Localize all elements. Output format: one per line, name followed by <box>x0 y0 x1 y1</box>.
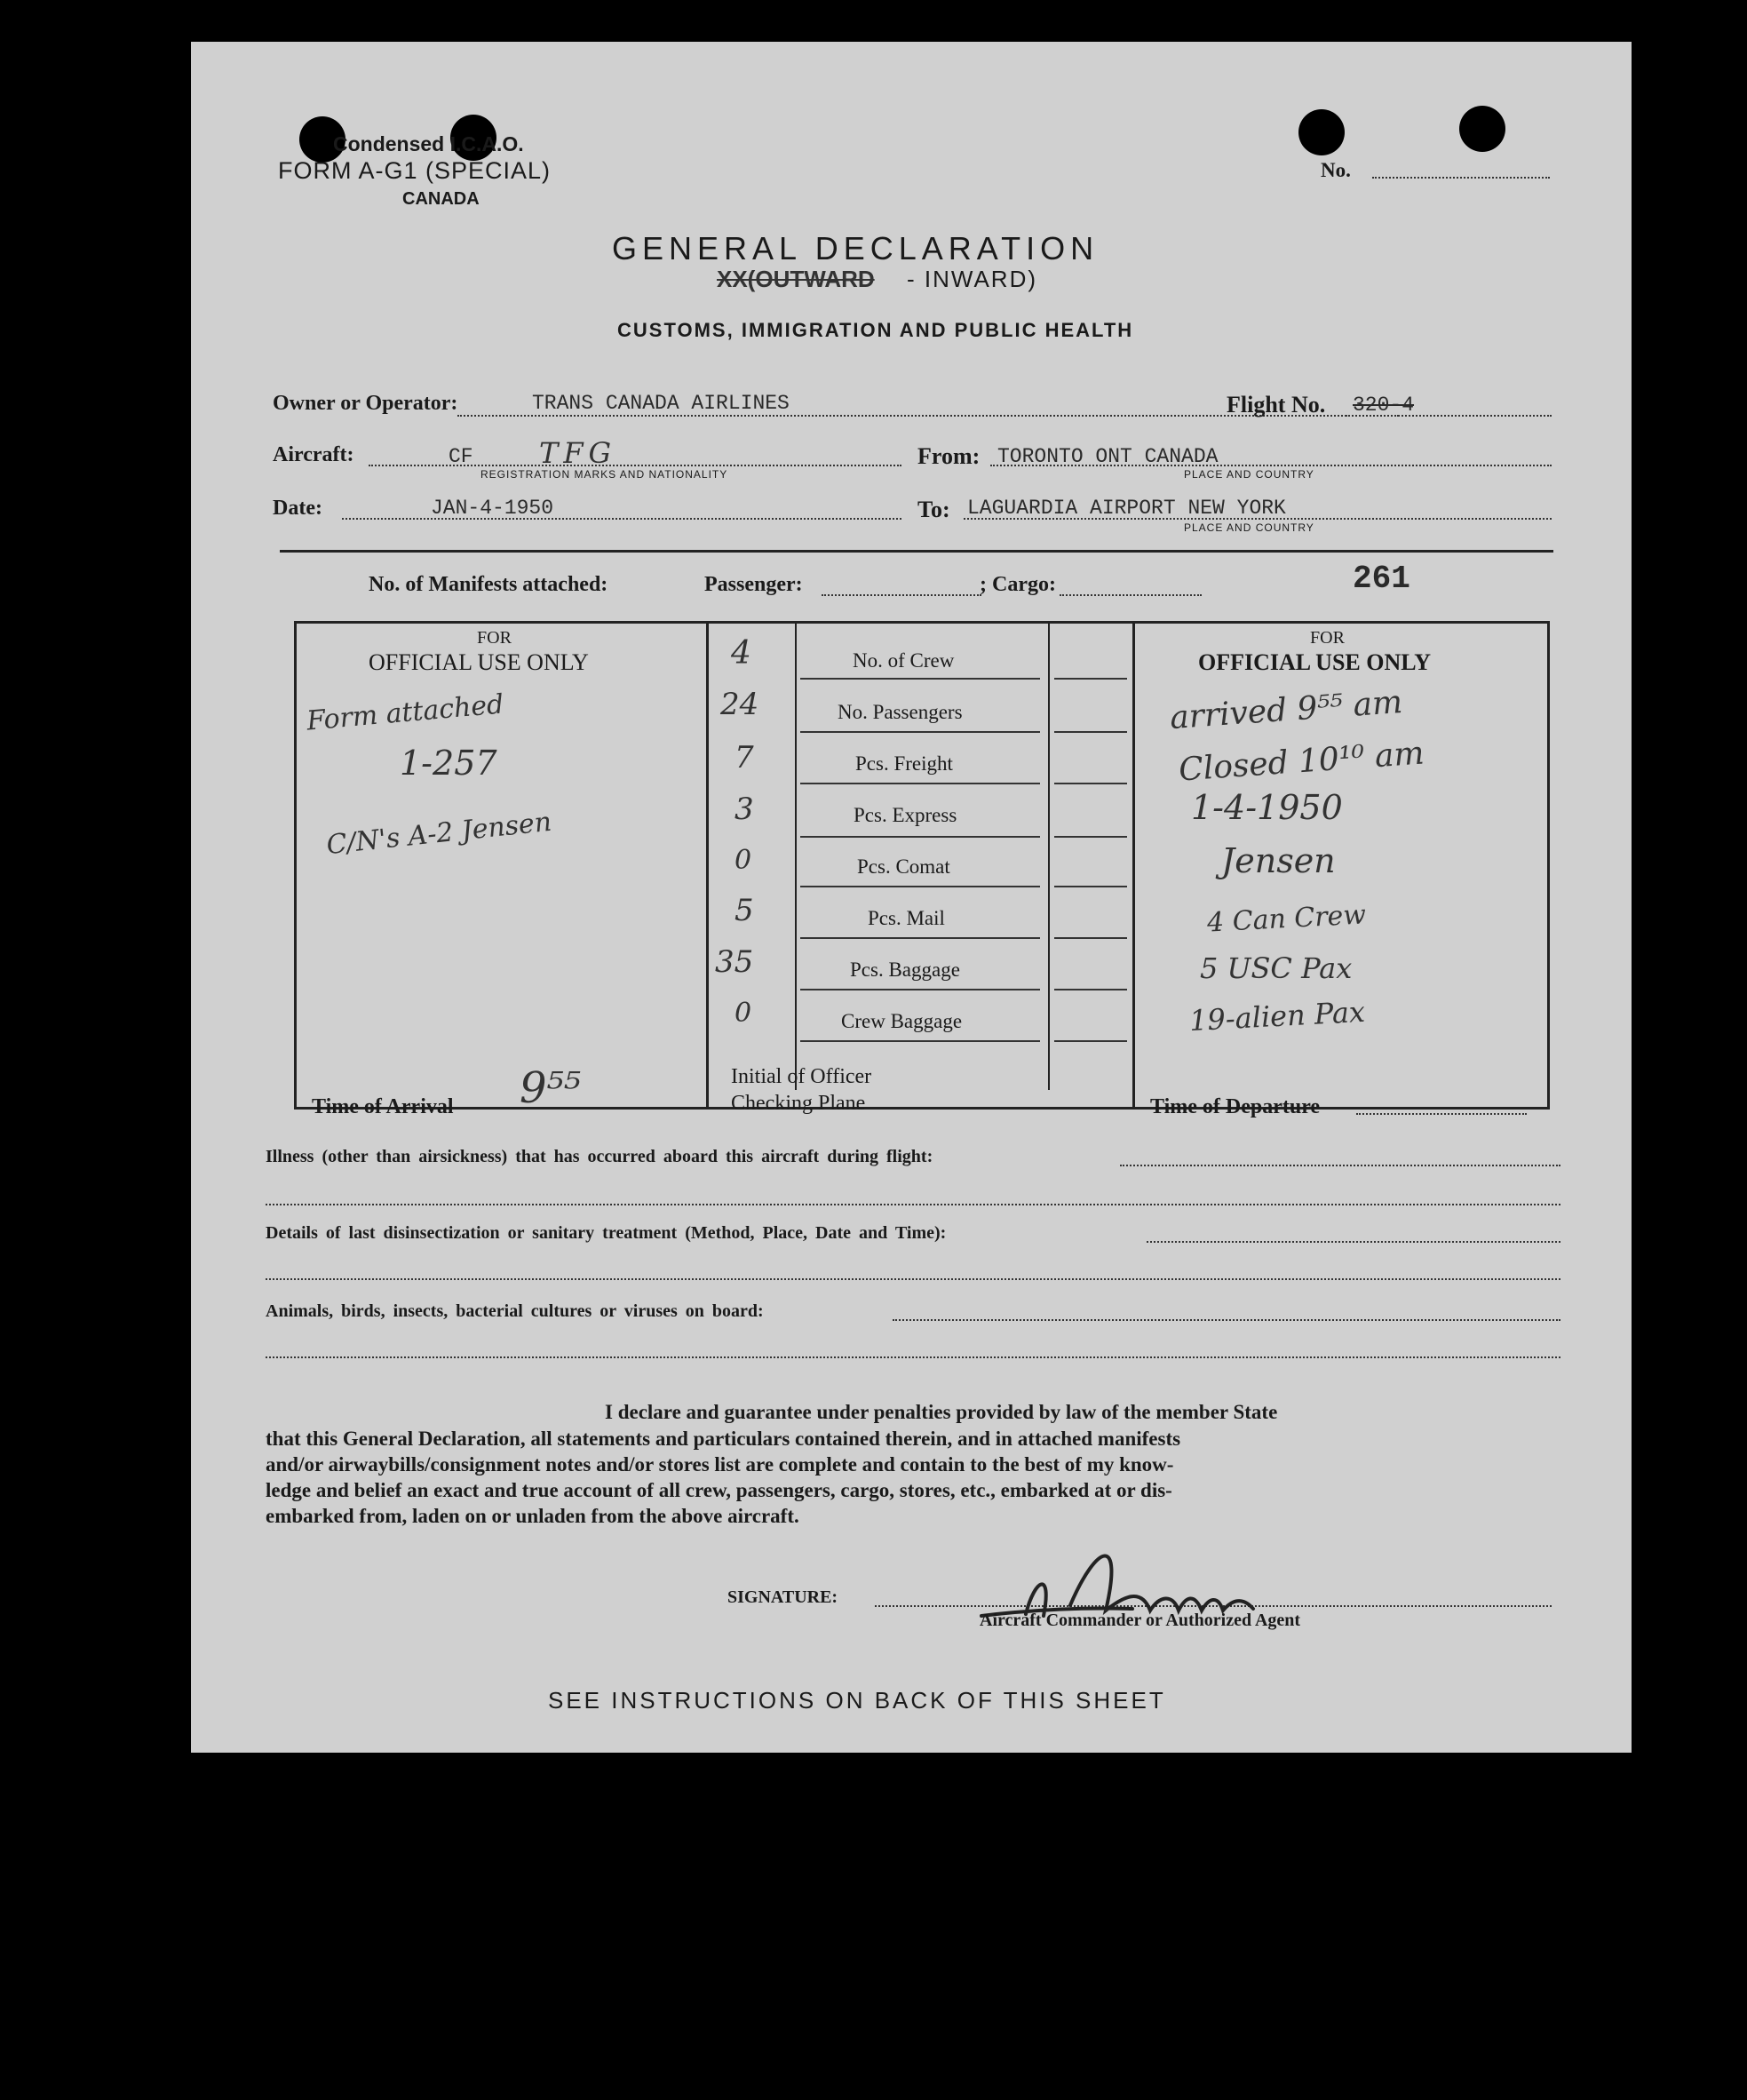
aircraft-line <box>369 465 901 466</box>
row-label-passengers: No. Passengers <box>838 701 963 723</box>
document-subtitle: CUSTOMS, IMMIGRATION AND PUBLIC HEALTH <box>617 319 1134 341</box>
punch-hole <box>1459 106 1505 152</box>
animals-line-2 <box>266 1356 1560 1358</box>
right-note-2: Closed 10¹⁰ am <box>1177 735 1425 789</box>
punch-hole <box>1298 109 1345 155</box>
initial-officer-1: Initial of Officer <box>731 1065 872 1088</box>
right-note-6: 5 USC Pax <box>1200 951 1353 985</box>
table-divider-mid <box>795 621 797 1090</box>
disinsect-question: Details of last disinsectization or sanitary treatment (Method, Place, Date and Time): <box>266 1223 947 1243</box>
row-line <box>800 937 1040 939</box>
animals-line-1 <box>893 1319 1560 1321</box>
row-label-mail: Pcs. Mail <box>868 907 945 929</box>
form-no-label: No. <box>1321 159 1351 181</box>
right-note-4: Jensen <box>1221 841 1336 880</box>
illness-question: Illness (other than airsickness) that has occurred aboard this aircraft during flight: <box>266 1147 933 1166</box>
row-value-crew-baggage: 0 <box>735 998 752 1029</box>
declaration-line-1: I declare and guarantee under penalties provided by law of the member State <box>605 1401 1278 1423</box>
disinsect-line-2 <box>266 1278 1560 1280</box>
right-note-3: 1-4-1950 <box>1191 788 1343 827</box>
cargo-line <box>1060 594 1202 596</box>
form-condensed: Condensed I.C.A.O. <box>333 132 524 155</box>
table-divider-left <box>706 621 709 1110</box>
date-line <box>342 518 901 520</box>
footer-instructions: SEE INSTRUCTIONS ON BACK OF THIS SHEET <box>548 1687 1166 1714</box>
row-value-comat: 0 <box>735 845 752 876</box>
flight-value: 320-4 <box>1353 394 1415 417</box>
declaration-line-2: that this General Declaration, all statements and particulars contained therein, and in attached manifests <box>266 1428 1181 1450</box>
direction-struck: XX(OUTWARD <box>717 266 875 292</box>
row-label-crew: No. of Crew <box>853 649 955 672</box>
row-label-baggage: Pcs. Baggage <box>850 959 960 981</box>
check-line <box>1054 731 1127 733</box>
right-official: OFFICIAL USE ONLY <box>1198 649 1431 675</box>
right-note-1: arrived 9⁵⁵ am <box>1168 683 1404 737</box>
form-no-line <box>1372 177 1550 179</box>
flight-label: Flight No. <box>1227 392 1326 418</box>
row-line <box>800 678 1040 680</box>
time-arrival-label: Time of Arrival <box>312 1095 454 1118</box>
check-line <box>1054 937 1127 939</box>
owner-label: Owner or Operator: <box>273 392 458 415</box>
check-line <box>1054 678 1127 680</box>
row-label-comat: Pcs. Comat <box>857 855 950 878</box>
declaration-line-3: and/or airwaybills/consignment notes and/or stores list are complete and contain to the best of my know- <box>266 1453 1174 1476</box>
right-for: FOR <box>1310 628 1345 648</box>
row-value-passengers: 24 <box>720 687 759 722</box>
to-caption: PLACE AND COUNTRY <box>1184 521 1314 534</box>
row-value-baggage: 35 <box>715 944 754 980</box>
signature-label: SIGNATURE: <box>727 1587 838 1607</box>
to-label: To: <box>917 497 950 522</box>
from-line <box>990 465 1552 466</box>
row-label-express: Pcs. Express <box>854 804 957 826</box>
right-note-7: 19-alien Pax <box>1188 994 1366 1038</box>
form-id: FORM A-G1 (SPECIAL) <box>278 157 552 184</box>
direction-inward: - INWARD) <box>907 266 1038 292</box>
illness-line-1 <box>1120 1165 1560 1166</box>
left-note-2: 1-257 <box>400 744 497 783</box>
declaration-line-4: ledge and belief an exact and true account of all crew, passengers, cargo, stores, etc., embarked at or dis- <box>266 1479 1172 1501</box>
left-note-1: Form attached <box>305 688 505 737</box>
row-value-mail: 5 <box>735 893 754 928</box>
flight-line <box>1346 415 1552 417</box>
form-country: CANADA <box>402 189 480 209</box>
time-departure-line <box>1356 1113 1527 1115</box>
header-rule <box>280 550 1553 553</box>
cargo-label: ; Cargo: <box>980 573 1056 596</box>
check-line <box>1054 989 1127 990</box>
row-line <box>800 1040 1040 1042</box>
table-divider-right <box>1132 621 1135 1110</box>
passenger-label: Passenger: <box>704 573 803 596</box>
row-label-crew-baggage: Crew Baggage <box>841 1010 963 1032</box>
check-line <box>1054 836 1127 838</box>
from-caption: PLACE AND COUNTRY <box>1184 468 1314 481</box>
check-line <box>1054 783 1127 784</box>
passenger-line <box>822 594 981 596</box>
initial-officer-2: Checking Plane <box>731 1092 866 1115</box>
from-label: From: <box>917 443 981 469</box>
declaration-sheet <box>191 42 1632 1753</box>
left-note-3: C/N's A-2 Jensen <box>324 806 553 862</box>
check-line <box>1054 1040 1127 1042</box>
row-line <box>800 886 1040 887</box>
to-line <box>964 518 1552 520</box>
signature-caption: Aircraft Commander or Authorized Agent <box>980 1611 1301 1630</box>
aircraft-caption: REGISTRATION MARKS AND NATIONALITY <box>480 468 728 481</box>
owner-value: TRANS CANADA AIRLINES <box>532 392 790 415</box>
date-value: JAN-4-1950 <box>431 497 554 520</box>
from-value: TORONTO ONT CANADA <box>997 445 1219 468</box>
document-title: GENERAL DECLARATION <box>612 230 1100 266</box>
row-line <box>800 731 1040 733</box>
to-value: LAGUARDIA AIRPORT NEW YORK <box>967 497 1286 520</box>
stamp-number: 261 <box>1353 561 1410 597</box>
row-line <box>800 836 1040 838</box>
manifests-label: No. of Manifests attached: <box>369 573 608 596</box>
declaration-line-5: embarked from, laden on or unladen from the above aircraft. <box>266 1505 799 1527</box>
row-line <box>800 989 1040 990</box>
aircraft-registration: TFG <box>539 436 617 470</box>
disinsect-line-1 <box>1147 1241 1560 1243</box>
right-note-5: 4 Can Crew <box>1206 899 1367 939</box>
row-value-freight: 7 <box>735 740 754 776</box>
row-value-express: 3 <box>735 791 754 827</box>
illness-line-2 <box>266 1204 1560 1205</box>
aircraft-label: Aircraft: <box>273 443 354 466</box>
left-for: FOR <box>477 628 512 648</box>
aircraft-prefix: CF <box>449 445 473 468</box>
row-value-crew: 4 <box>731 635 751 672</box>
left-official: OFFICIAL USE ONLY <box>369 649 589 675</box>
table-divider-check <box>1048 621 1050 1090</box>
time-arrival-value: 9⁵⁵ <box>520 1063 582 1113</box>
row-label-freight: Pcs. Freight <box>855 752 953 775</box>
row-line <box>800 783 1040 784</box>
time-departure-label: Time of Departure <box>1150 1095 1321 1118</box>
animals-question: Animals, birds, insects, bacterial cultures or viruses on board: <box>266 1301 764 1321</box>
check-line <box>1054 886 1127 887</box>
date-label: Date: <box>273 497 322 520</box>
